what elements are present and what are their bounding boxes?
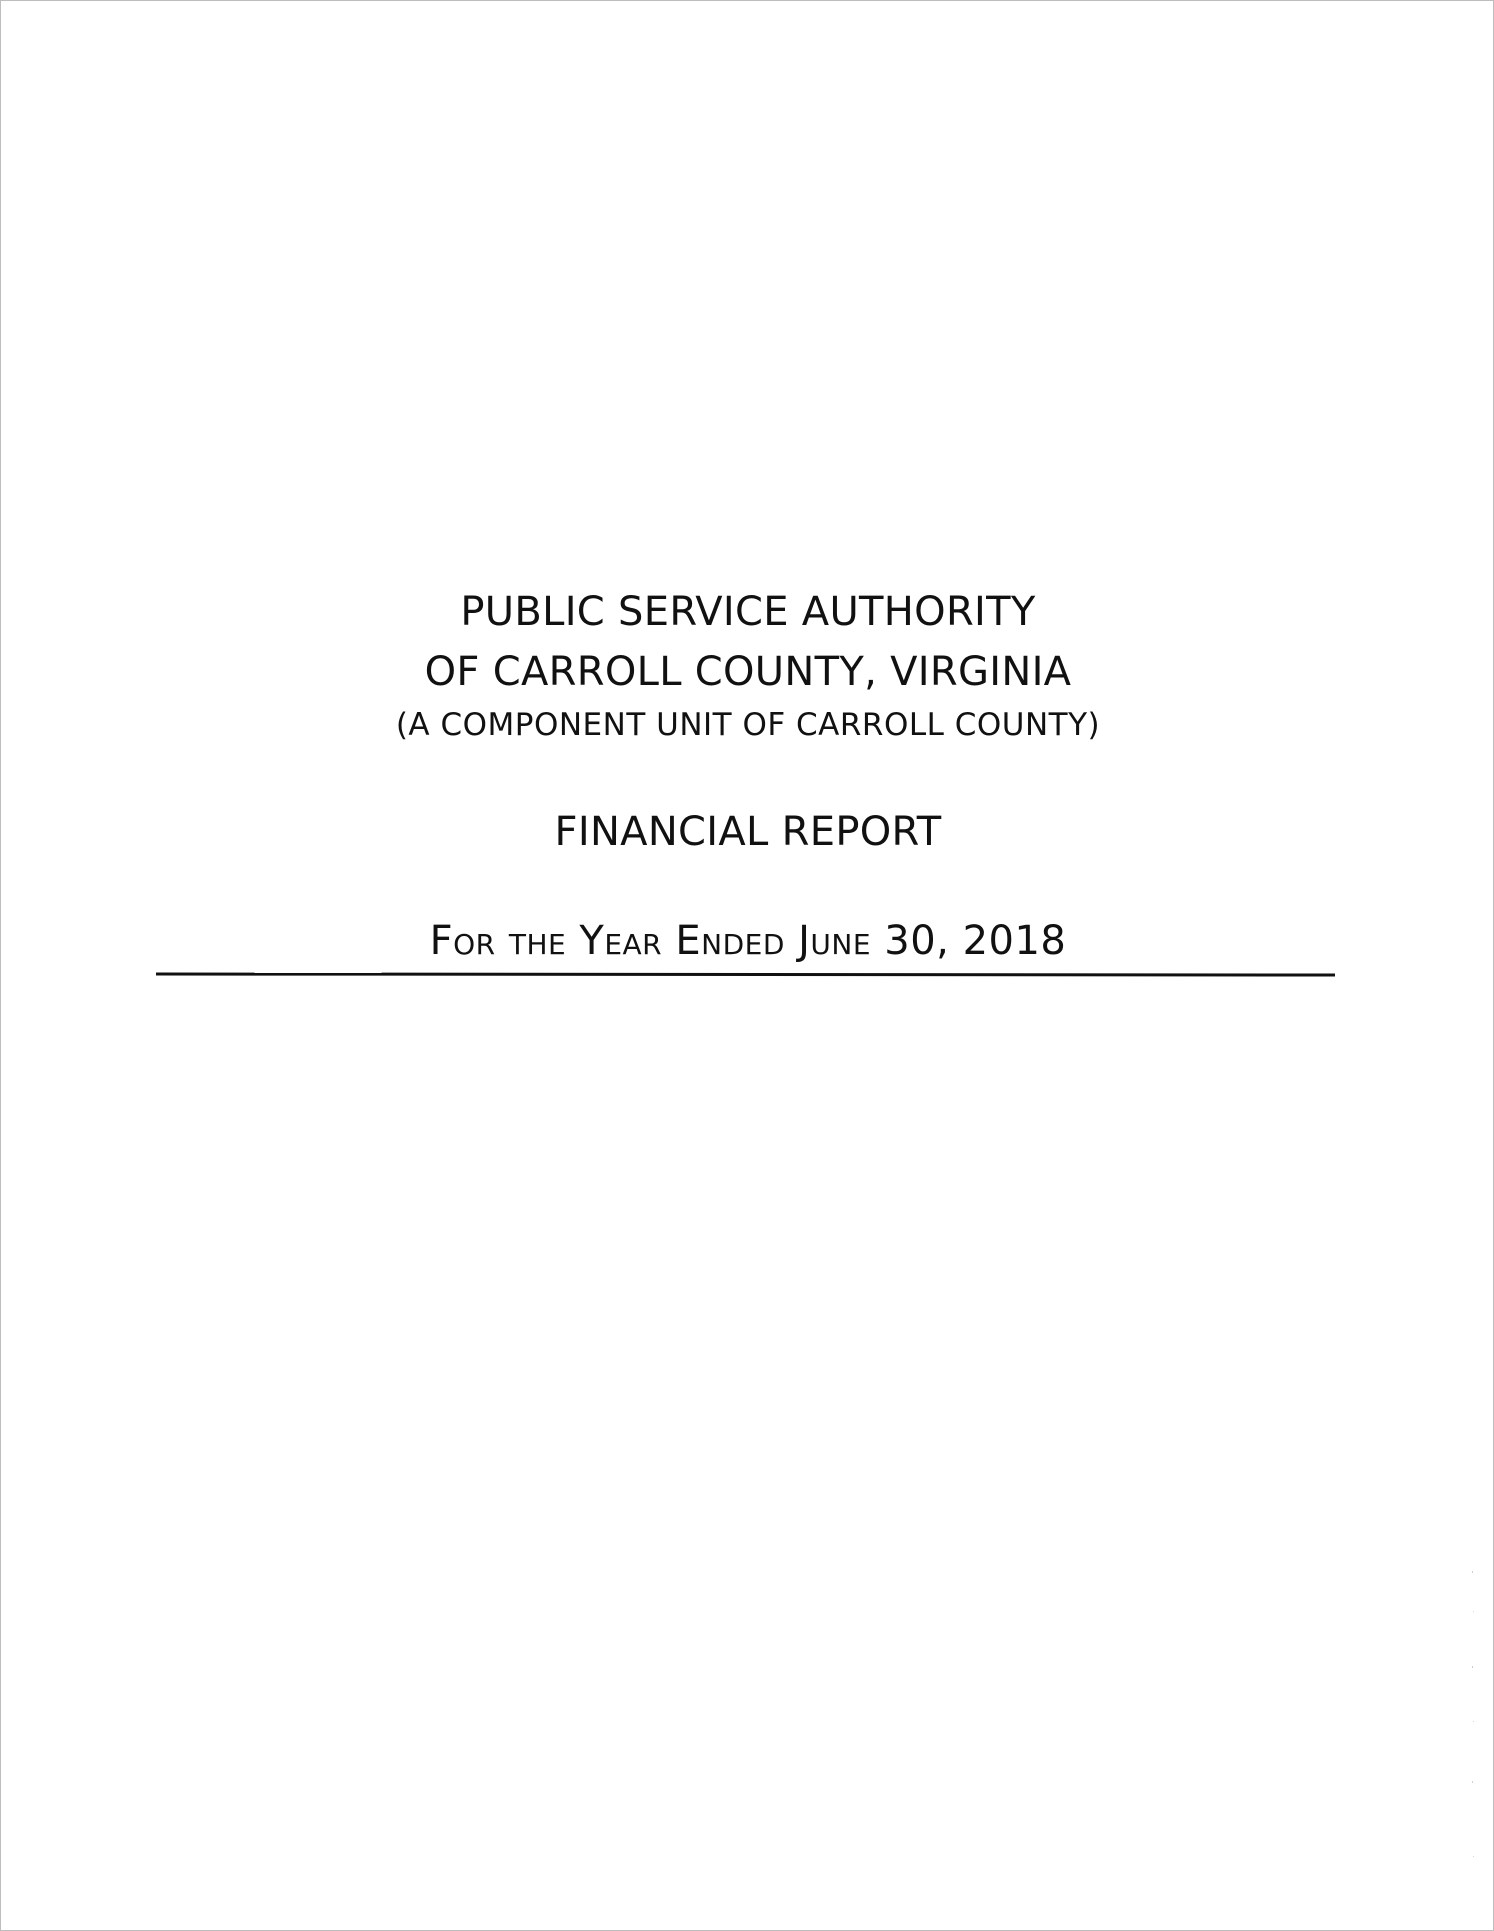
organization-name-line1: PUBLIC SERVICE AUTHORITY [460, 589, 1036, 635]
organization-subtitle: (A COMPONENT UNIT OF CARROLL COUNTY) [395, 707, 1101, 743]
organization-name-line2: OF CARROLL COUNTY, VIRGINIA [424, 649, 1072, 695]
report-period: For the Year Ended June 30, 2018 [429, 918, 1067, 964]
title-underline-rule [156, 972, 1335, 976]
report-title: FINANCIAL REPORT [554, 809, 942, 855]
scan-noise-specks [1471, 1571, 1475, 1871]
